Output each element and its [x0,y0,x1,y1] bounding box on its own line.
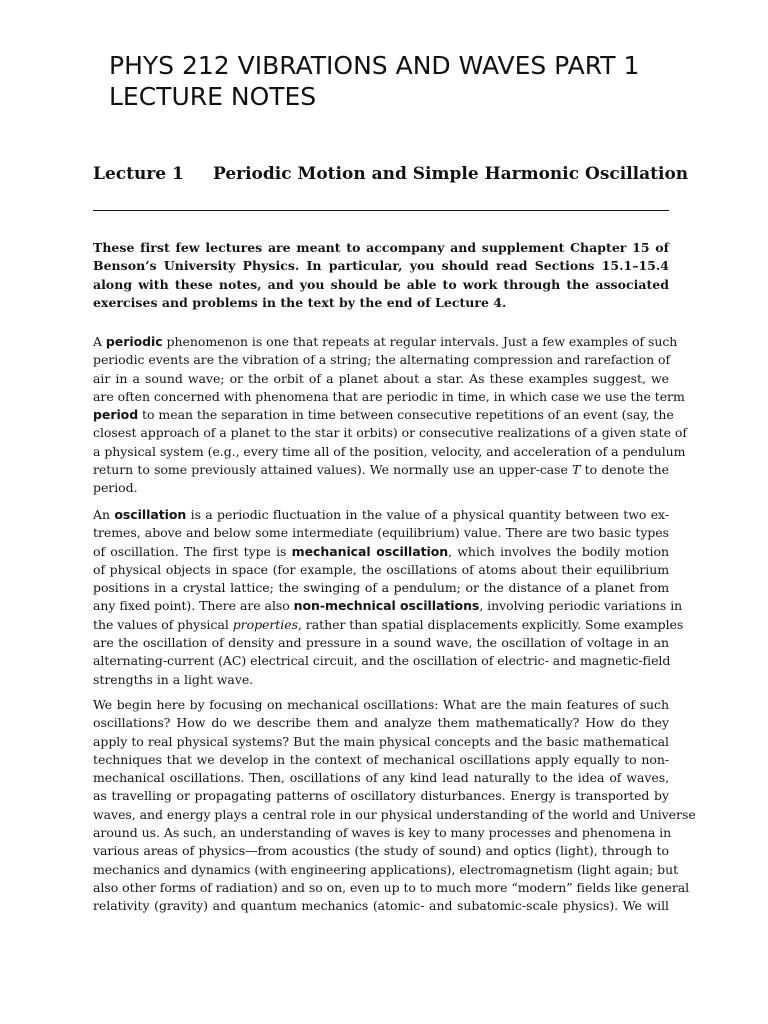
paragraph-line: mechanical oscillations. Then, oscillations of any kind lead naturally to the idea of waves, [93,770,669,786]
paragraph-line: various areas of physics—from acoustics (the study of sound) and optics (light), through to [93,843,669,859]
paragraph-line [93,543,669,561]
text-fragment: any fixed point). There are also [93,598,294,614]
paragraph-line: closest approach of a planet to the star it orbits) or consecutive realizations of a given state of [93,425,687,441]
document-title [109,50,729,112]
paragraph-line: air in a sound wave; or the orbit of a planet about a star. As these examples suggest, we [93,370,669,386]
lecture-heading [93,163,689,185]
text-fragment: of oscillation. The first type is [93,543,292,559]
paragraph-line [93,406,674,424]
paragraph-periodic [93,333,687,498]
intro-line: These first few lectures are meant to accompany and supplement Chapter 15 of [93,240,669,255]
title-line-1: PHYS 212 VIBRATIONS AND WAVES PART 1 [109,51,640,80]
paragraph-line: mechanics and dynamics (with engineering applications), electromagnetism (light again; but [93,861,679,877]
text-fragment: , rather than spatial displacements explicitly. Some examples [297,616,684,632]
text-fragment: the values of physical [93,616,233,632]
paragraph-line: apply to real physical systems? But the main physical concepts and the basic mathematical [93,733,669,749]
paragraph-line: periodic events are the vibration of a string; the alternating compression and rarefaction of [93,352,671,368]
paragraph-line: techniques that we develop in the context of mechanical oscillations apply equally to non- [93,751,669,767]
paragraph-line: relativity (gravity) and quantum mechanics (atomic- and subatomic-scale physics). We will [93,898,669,914]
title-line-2: LECTURE NOTES [109,82,317,111]
term-period: period [93,407,139,423]
paragraph-line: of physical objects in space (for example, the oscillations of atoms about their equilibrium [93,561,669,577]
paragraph-line: are the oscillation of density and pressure in a sound wave, the oscillation of voltage in an [93,635,669,651]
text-fragment: is a periodic fluctuation in the value of a physical quantity between two ex- [186,507,669,522]
text-fragment: to mean the separation in time between consecutive repetitions of an event (say, the [138,407,674,423]
term-properties: properties [232,616,298,632]
text-fragment: , which involves the bodily motion [448,543,669,559]
paragraph-line: as travelling or propagating patterns of oscillatory disturbances. Energy is transported by [93,788,669,804]
text-fragment: , involving periodic variations in [479,598,683,614]
paragraph-line [93,616,684,634]
text-fragment: An [93,507,115,522]
paragraph-line [93,333,678,351]
paragraph-line: tremes, above and below some intermediate (equilibrium) value. There are two basic types [93,525,669,541]
heading-divider [93,210,669,211]
lecture-title: Periodic Motion and Simple Harmonic Oscillation [213,164,689,184]
intro-line: Benson’s University Physics. In particular, you should read Sections 15.1–15.4 [93,258,669,274]
term-periodic: periodic [105,334,163,349]
paragraph-line [93,597,683,615]
text-fragment: return to some previously attained values). We normally use an upper-case [93,462,573,478]
term-oscillation: oscillation [114,507,187,522]
paragraph-mechanical-oscillations [93,696,696,916]
text-fragment: to denote the [580,462,669,478]
paragraph-line: positions in a crystal lattice; the swinging of a pendulum; or the distance of a planet from [93,580,669,596]
paragraph-line: a physical system (e.g., every time all of the position, velocity, and acceleration of a pendulum [93,443,686,459]
paragraph-line: strengths in a light wave. [93,671,254,687]
paragraph-line: period. [93,480,138,496]
paragraph-line: are often concerned with phenomena that are periodic in time, in which case we use the term [93,388,685,404]
term-non-mechanical-oscillations: non-mechnical oscillations [293,598,480,614]
paragraph-line [93,461,669,479]
paragraph-line [93,506,669,524]
paragraph-line: alternating-current (AC) electrical circuit, and the oscillation of electric- and magnetic-field [93,653,671,669]
paragraph-line: oscillations? How do we describe them and analyze them mathematically? How do they [93,715,669,731]
term-mechanical-oscillation: mechanical oscillation [291,543,449,559]
intro-paragraph [93,239,669,312]
paragraph-line: We begin here by focusing on mechanical oscillations: What are the main features of such [93,697,669,712]
text-fragment: phenomenon is one that repeats at regular intervals. Just a few examples of such [162,334,678,349]
intro-line: along with these notes, and you should be able to work through the associated [93,276,669,292]
symbol-T: T [572,462,581,478]
text-fragment: A [93,334,106,349]
paragraph-oscillation [93,506,684,689]
paragraph-line: waves, and energy plays a central role in our physical understanding of the world and Universe [93,806,696,822]
paragraph-line: around us. As such, an understanding of waves is key to many processes and phenomena in [93,825,672,841]
paragraph-line: also other forms of radiation) and so on, even up to to much more “modern” fields like general [93,879,690,895]
intro-line: exercises and problems in the text by the end of Lecture 4. [93,294,507,310]
lecture-number: Lecture 1 [93,164,184,184]
